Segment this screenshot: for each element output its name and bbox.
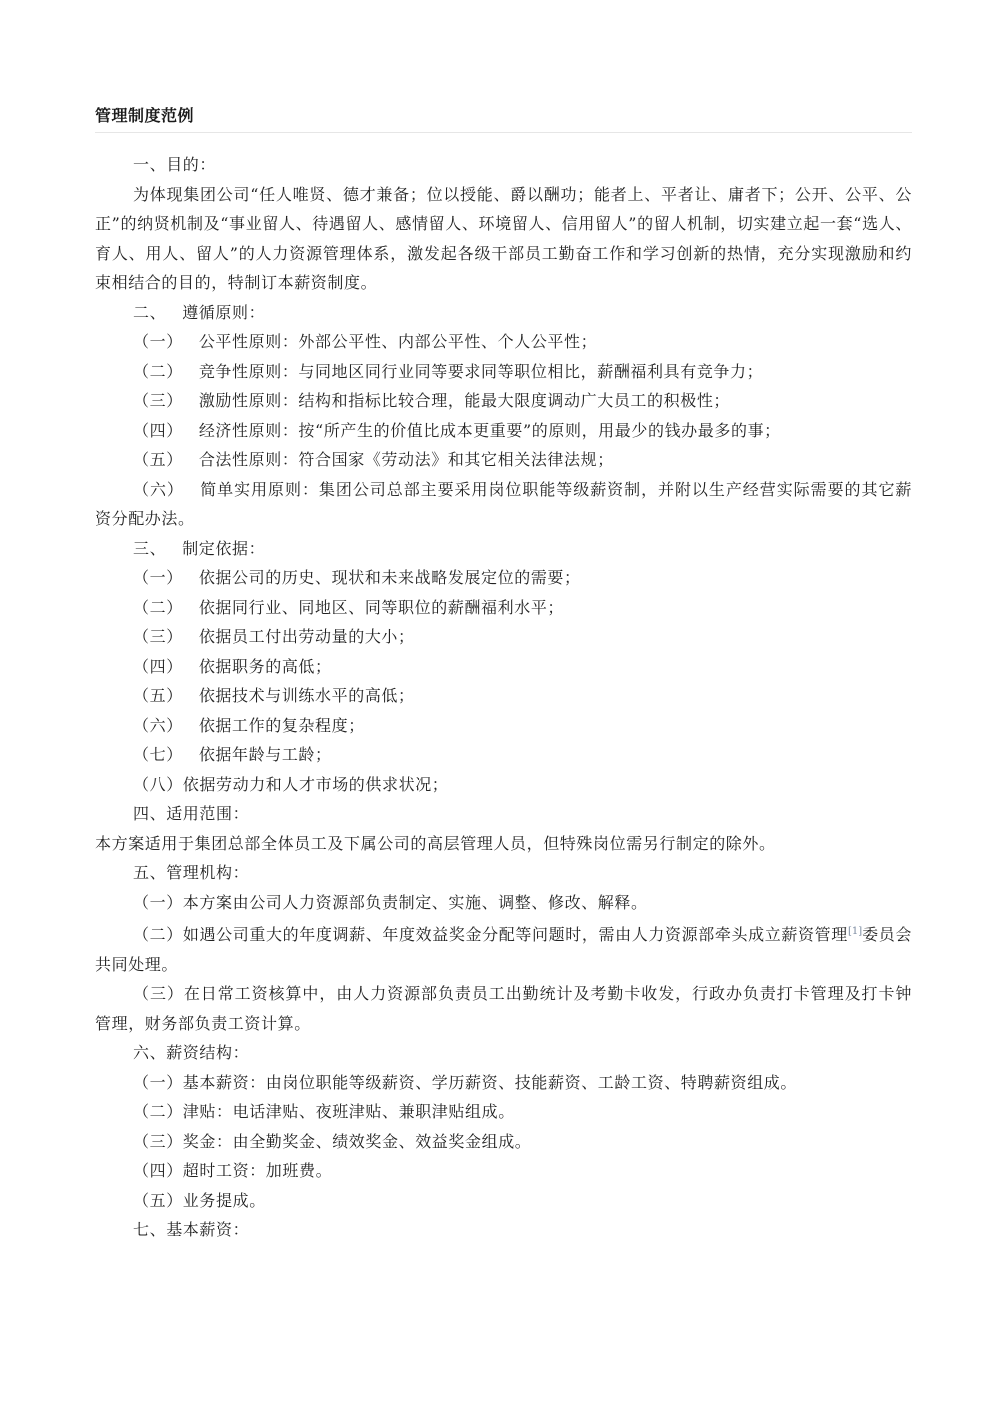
section-2-item <box>95 327 912 357</box>
section-1-heading: 一、目的： <box>133 155 217 174</box>
item-number: （三） <box>133 627 183 646</box>
item-number: （五） <box>133 686 183 705</box>
section-2-item <box>95 386 912 416</box>
section-4-heading: 四、适用范围： <box>133 804 250 823</box>
section-5-item-wrapped: （三）在日常工资核算中，由人力资源部负责员工出勤统计及考勤卡收发，行政办负责打卡管理及打卡钟管理，财务部负责工资计算。 <box>95 984 912 1033</box>
section-6-item: （一）基本薪资：由岗位职能等级薪资、学历薪资、技能薪资、工龄工资、特聘薪资组成。 <box>133 1072 798 1092</box>
section-3-item <box>95 711 912 741</box>
item-text: 依据职务的高低； <box>198 656 332 676</box>
item-number: （四） <box>133 656 183 676</box>
section-3-heading <box>95 534 912 564</box>
section-3-item <box>95 622 912 652</box>
footnote-reference-link[interactable]: [1] <box>847 926 863 937</box>
item-number: （二） <box>133 361 183 381</box>
section-3-item <box>95 593 912 623</box>
item-number: （四） <box>133 420 183 440</box>
item-number: （六） <box>133 715 183 735</box>
item-number: （二） <box>133 597 183 617</box>
item-text: 公平性原则：外部公平性、内部公平性、个人公平性； <box>198 332 598 351</box>
item-text: 经济性原则：按“所产生的价值比成本更重要”的原则，用最少的钱办最多的事； <box>198 420 781 440</box>
page-title: 管理制度范例 <box>95 106 195 125</box>
item-text: 依据年龄与工龄； <box>198 745 332 764</box>
item-number: （六） <box>133 479 184 499</box>
section-3-title: 制定依据： <box>182 538 266 558</box>
item-text: 简单实用原则：集团公司总部主要采用岗位职能等级薪资制，并附以生产经营实际需要的其它薪资分配办法。 <box>95 479 912 528</box>
section-2-number: 二、 <box>133 302 167 322</box>
item-number: （七） <box>133 745 183 764</box>
section-6-item: （四）超时工资：加班费。 <box>133 1161 333 1180</box>
title-divider <box>95 132 912 133</box>
item-number: （一） <box>133 568 183 587</box>
section-2-title: 遵循原则： <box>182 302 266 322</box>
item-text: 依据公司的历史、现状和未来战略发展定位的需要； <box>198 568 581 587</box>
section-2-item <box>95 416 912 446</box>
section-6-heading: 六、薪资结构： <box>133 1043 250 1062</box>
section-3-item <box>95 740 912 770</box>
item-number: （五） <box>133 450 183 469</box>
item-text: （二）如遇公司重大的年度调薪、年度效益奖金分配等问题时，需由人力资源部牵头成立薪资管理 <box>133 925 848 944</box>
document-body <box>95 150 912 1245</box>
item-text: 依据技术与训练水平的高低； <box>198 686 415 705</box>
section-3-item <box>95 563 912 593</box>
item-text: 依据同行业、同地区、同等职位的薪酬福利水平； <box>198 597 565 617</box>
section-3-item <box>95 681 912 711</box>
section-2-heading <box>95 298 912 328</box>
section-2-item-wrapped <box>95 475 912 534</box>
section-1-paragraph: 为体现集团公司“任人唯贤、德才兼备；位以授能、爵以酬功；能者上、平者让、庸者下；公开、公平、公正”的纳贤机制及“事业留人、待遇留人、感情留人、环境留人、信用留人”的留人机制，切实建立起一套“选人、育人、用人、留人”的人力资源管理体系，激发起各级干部员工勤奋工作和学习创新的热情，充分实现激励和约束相结合的目的，特制订本薪资制度。 <box>95 184 912 292</box>
item-text: 激励性原则：结构和指标比较合理，能最大限度调动广大员工的积极性； <box>198 391 731 410</box>
section-3-item <box>95 652 912 682</box>
section-5-heading: 五、管理机构： <box>133 863 250 882</box>
section-6-item: （三）奖金：由全勤奖金、绩效奖金、效益奖金组成。 <box>133 1131 532 1151</box>
item-text: 竞争性原则：与同地区同行业同等要求同等职位相比，薪酬福利具有竞争力； <box>198 361 764 381</box>
item-text: 委员会共同处理。 <box>95 925 912 974</box>
item-text: 依据工作的复杂程度； <box>198 715 365 735</box>
section-5-item: （一）本方案由公司人力资源部负责制定、实施、调整、修改、解释。 <box>133 892 648 912</box>
section-3-number: 三、 <box>133 538 167 558</box>
section-3-item: （八）依据劳动力和人才市场的供求状况； <box>133 774 449 794</box>
section-6-item: （五）业务提成。 <box>133 1190 266 1210</box>
section-4-paragraph: 本方案适用于集团总部全体员工及下属公司的高层管理人员，但特殊岗位需另行制定的除外。 <box>95 833 776 853</box>
section-2-item <box>95 445 912 475</box>
section-6-item: （二）津贴：电话津贴、夜班津贴、兼职津贴组成。 <box>133 1102 515 1121</box>
item-text: 合法性原则：符合国家《劳动法》和其它相关法律法规； <box>198 450 614 469</box>
section-7-heading: 七、基本薪资： <box>133 1220 250 1239</box>
item-number: （一） <box>133 332 183 351</box>
item-number: （三） <box>133 391 183 410</box>
section-2-item <box>95 357 912 387</box>
section-5-item-wrapped <box>95 917 912 979</box>
item-text: 依据员工付出劳动量的大小； <box>198 627 415 646</box>
